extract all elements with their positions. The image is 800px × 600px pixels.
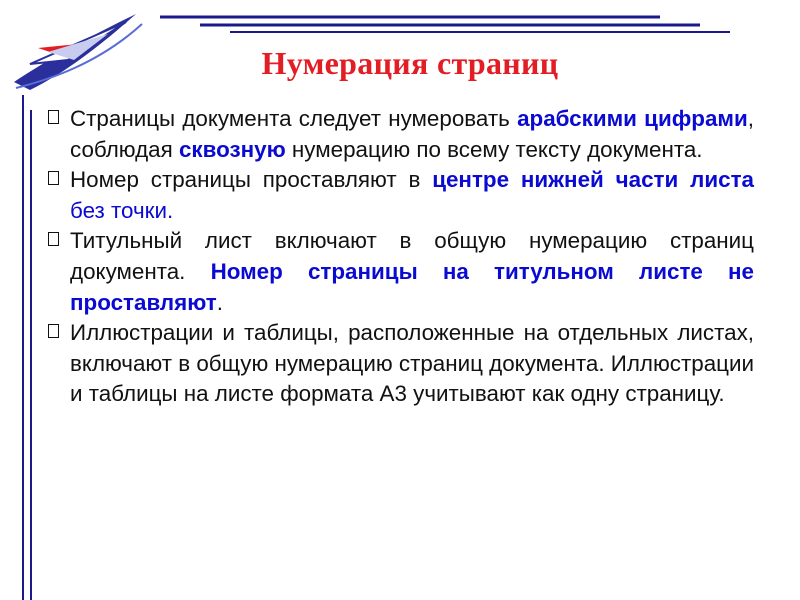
text-segment: Титульный лист включают в общую нумерацию страниц документа. [70,228,754,284]
bullet-item-4 [48,318,754,410]
bullet-item-2 [48,165,754,226]
text-segment: Номер страницы проставляют в [70,167,433,193]
bullet-list [48,104,754,410]
bullet-item-1 [48,104,754,165]
bullet-item-3 [48,226,754,318]
text-segment: нумерацию по всему тексту документа. [285,136,703,162]
highlight-arabic-digits: арабскими цифрами [517,106,748,131]
checkbox-bullet-icon [48,324,59,338]
highlight-bottom-center: центре нижней части листа [432,167,755,193]
highlight-title-page-number: Номер страницы на титульном листе не проставляют [70,258,754,315]
text-segment: Страницы документа следует нумеровать [70,106,518,131]
text-segment: . [216,289,223,315]
slide-title: Нумерация страниц [261,45,559,81]
text-segment: Иллюстрации и таблицы, расположенные на отдельных листах, включают в общую нумерацию страниц документа. Иллюстрации и таблицы на листе формата А3 учитывают как одну страницу. [70,320,754,407]
paper-plane-logo-icon [8,4,148,96]
checkbox-bullet-icon [48,110,59,124]
checkbox-bullet-icon [48,232,59,246]
text-segment: , соблюдая [70,106,754,162]
highlight-continuous: сквозную [178,136,286,162]
text-segment-no-dot: без точки. [70,197,174,223]
checkbox-bullet-icon [48,171,59,185]
